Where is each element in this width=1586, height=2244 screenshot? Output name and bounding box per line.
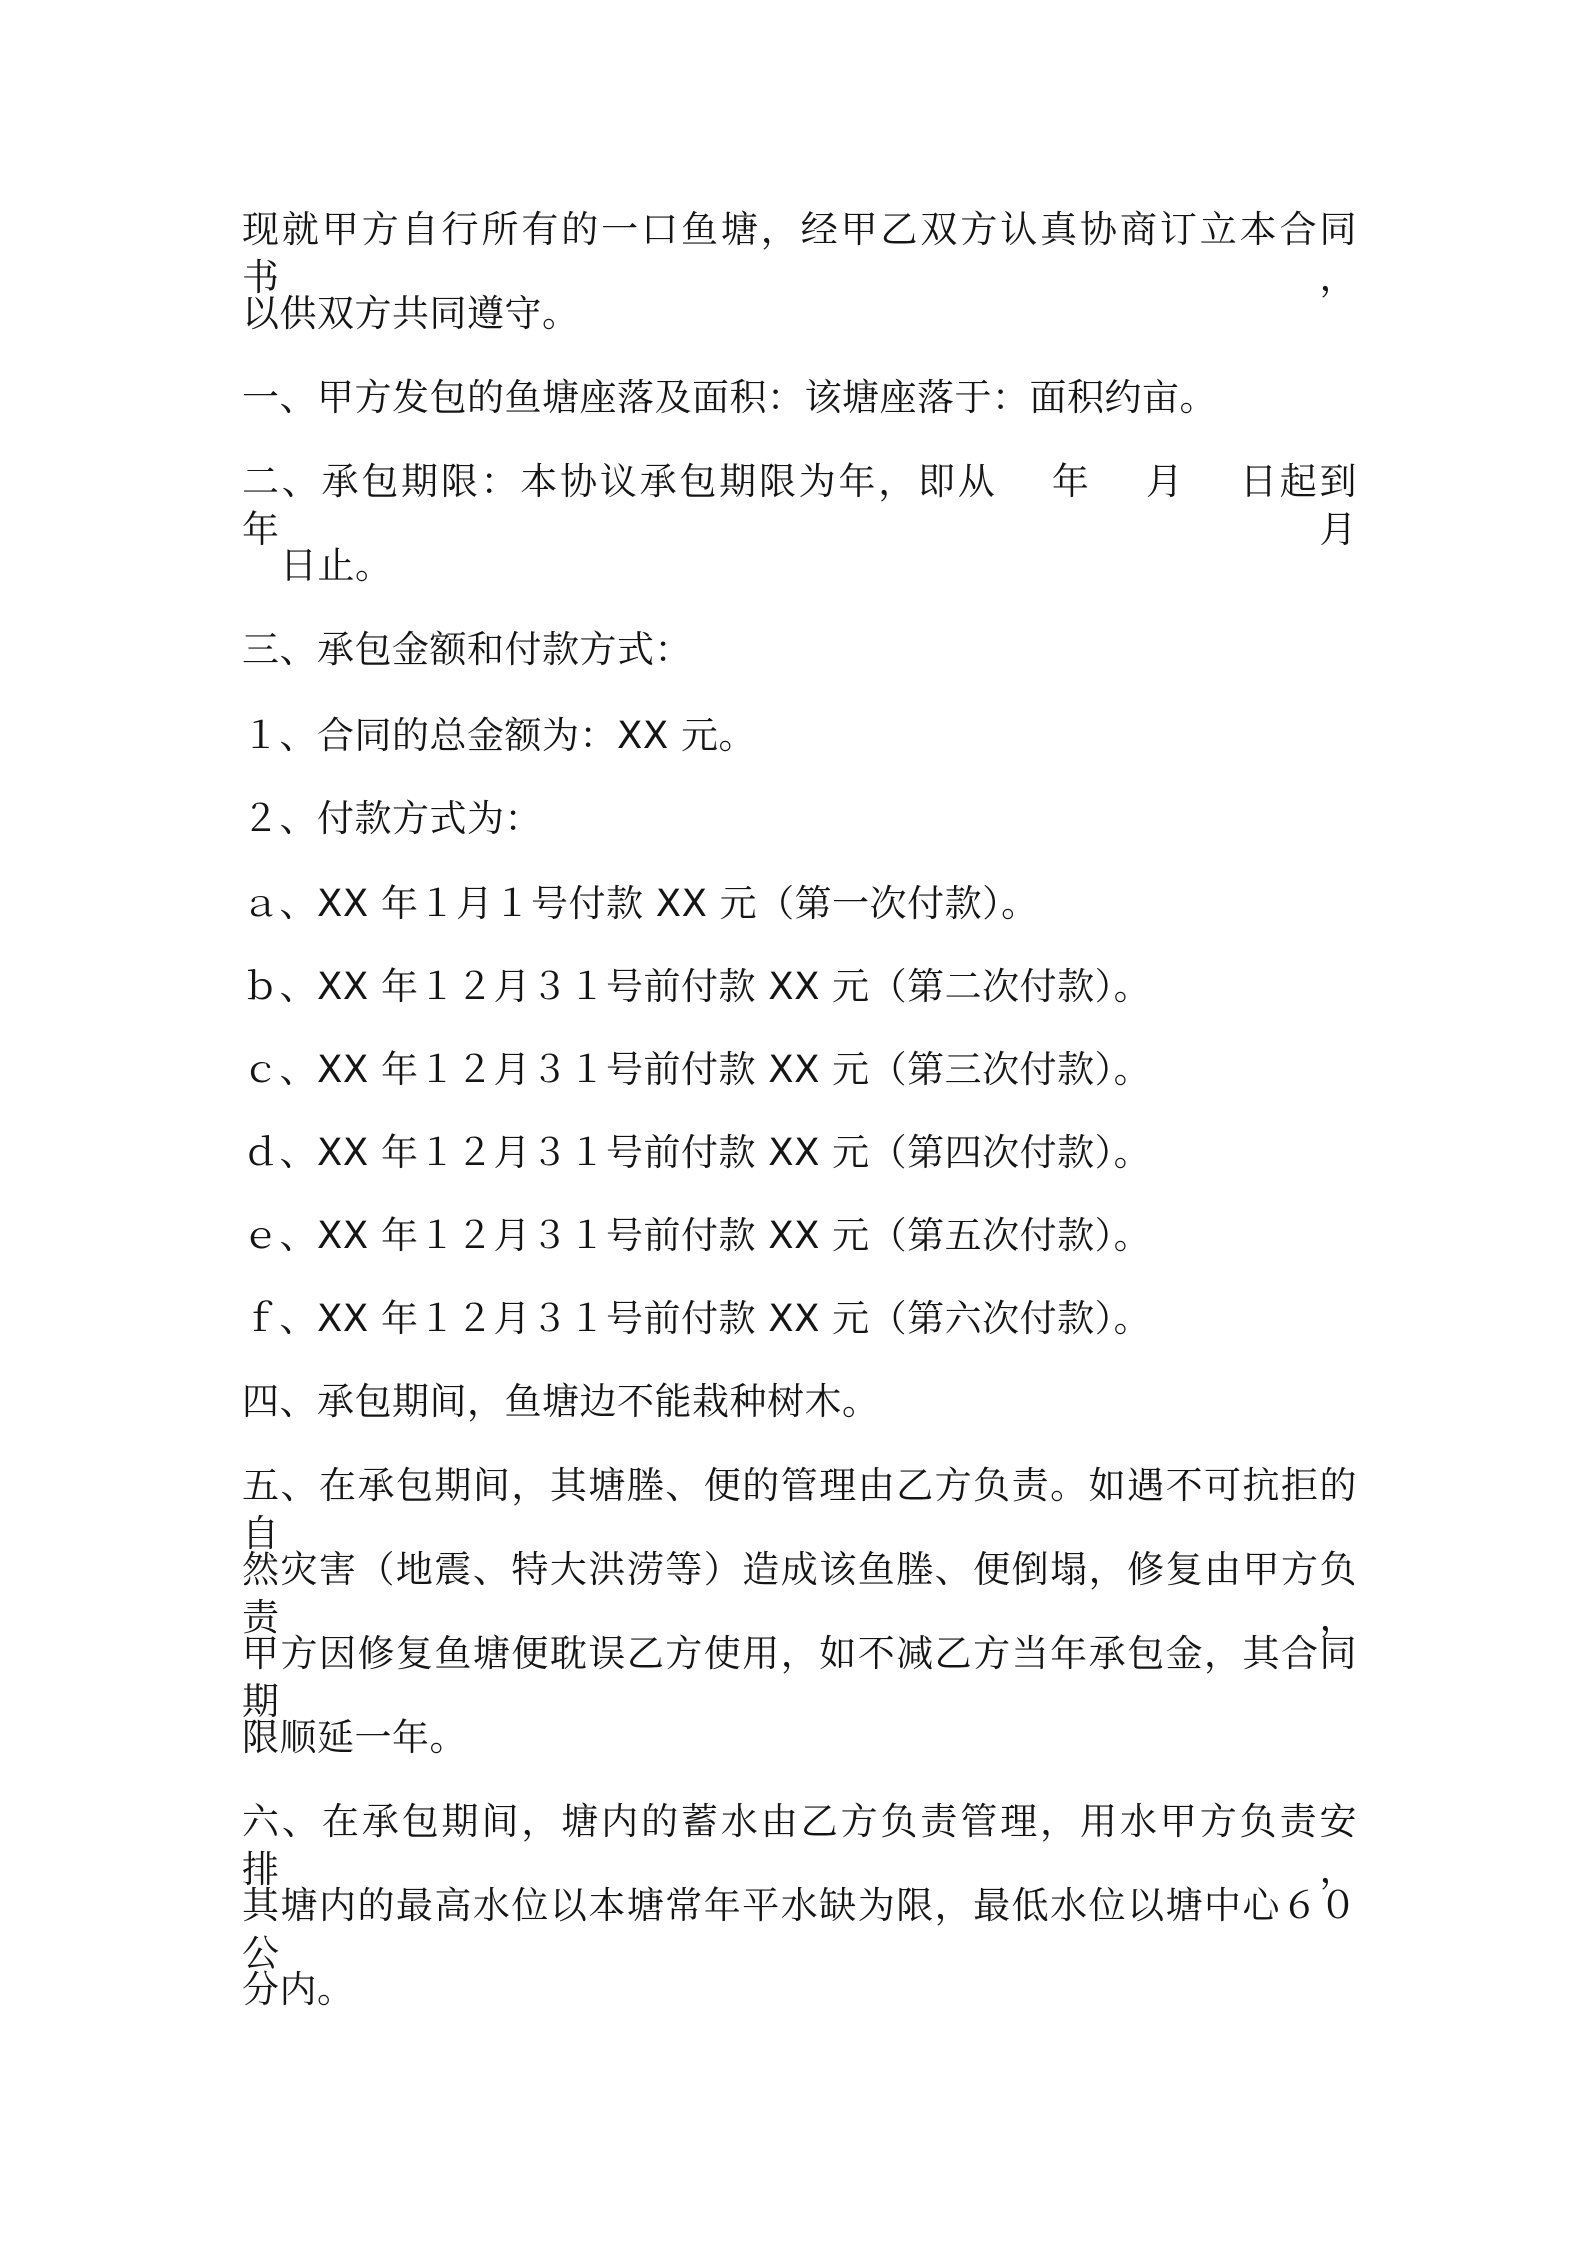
- text-line-2: 以供双方共同遵守。: [242, 292, 580, 335]
- text-line-14: ｆ、XX 年１２月３１号前付款 XX 元（第六次付款）。: [242, 1297, 1152, 1340]
- text-line-22: 分内。: [242, 1968, 355, 2011]
- text-line-8: ２、付款方式为：: [242, 797, 542, 840]
- text-line-10: ｂ、XX 年１２月３１号前付款 XX 元（第二次付款）。: [242, 965, 1152, 1008]
- text-line-1: 现就甲方自行所有的一口鱼塘，经甲乙双方认真协商订立本合同书，: [242, 208, 1357, 299]
- text-line-12: ｄ、XX 年１２月３１号前付款 XX 元（第四次付款）。: [242, 1131, 1152, 1174]
- text-line-17: 然灾害（地震、特大洪涝等）造成该鱼塍、便倒塌，修复由甲方负责，: [242, 1548, 1357, 1639]
- text-line-16: 五、在承包期间，其塘塍、便的管理由乙方负责。如遇不可抗拒的自: [242, 1464, 1357, 1555]
- text-line-6: 三、承包金额和付款方式：: [242, 628, 692, 671]
- text-line-21: 其塘内的最高水位以本塘常年平水缺为限，最低水位以塘中心６０公: [242, 1884, 1357, 1975]
- text-line-11: ｃ、XX 年１２月３１号前付款 XX 元（第三次付款）。: [242, 1048, 1152, 1091]
- text-line-15: 四、承包期间，鱼塘边不能栽种树木。: [242, 1380, 880, 1423]
- text-line-19: 限顺延一年。: [242, 1716, 467, 1759]
- text-line-13: ｅ、XX 年１２月３１号前付款 XX 元（第五次付款）。: [242, 1214, 1152, 1257]
- text-line-4: 二、承包期限：本协议承包期限为年，即从 年 月 日起到 年 月: [242, 460, 1407, 551]
- text-line-7: １、合同的总金额为：XX 元。: [242, 714, 756, 757]
- text-line-9: ａ、XX 年１月１号付款 XX 元（第一次付款）。: [242, 882, 1039, 925]
- text-line-20: 六、在承包期间，塘内的蓄水由乙方负责管理，用水甲方负责安排，: [242, 1800, 1357, 1891]
- text-line-5: 日止。: [280, 544, 393, 587]
- text-line-3: 一、甲方发包的鱼塘座落及面积：该塘座落于：面积约亩。: [242, 376, 1217, 419]
- text-line-18: 甲方因修复鱼塘便耽误乙方使用，如不减乙方当年承包金，其合同期: [242, 1632, 1357, 1723]
